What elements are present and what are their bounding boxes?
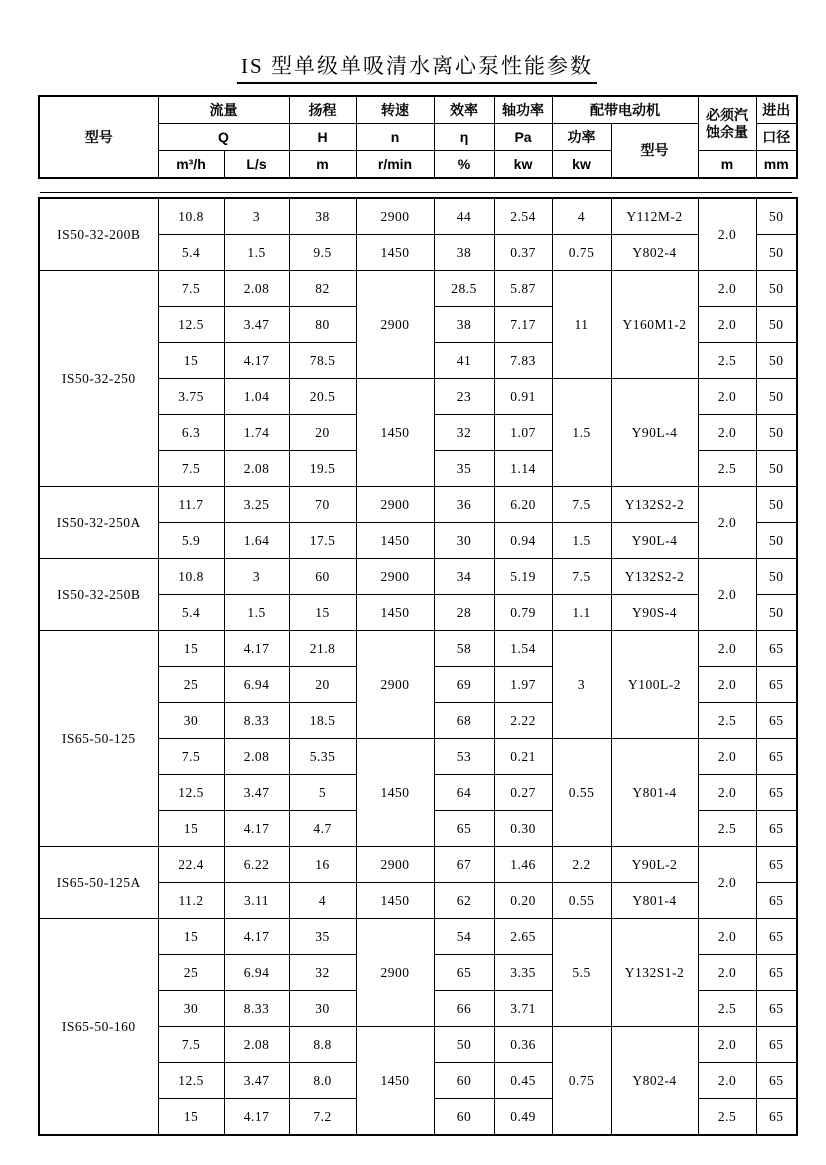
table-cell: 20 xyxy=(289,667,356,703)
table-cell: 1.14 xyxy=(494,451,552,487)
table-cell: 25 xyxy=(158,667,224,703)
table-cell: 80 xyxy=(289,307,356,343)
table-cell: 1.5 xyxy=(224,235,289,271)
table-cell: 2900 xyxy=(356,559,434,595)
header-head: 扬程 xyxy=(289,96,356,124)
table-cell: Y132S2-2 xyxy=(611,487,698,523)
table-cell: 65 xyxy=(756,1063,797,1099)
table-cell: 1450 xyxy=(356,1027,434,1136)
table-cell: 2.0 xyxy=(698,415,756,451)
table-cell: 50 xyxy=(756,379,797,415)
table-cell: 0.20 xyxy=(494,883,552,919)
table-cell: 2900 xyxy=(356,631,434,739)
table-cell: 30 xyxy=(158,991,224,1027)
table-cell: 50 xyxy=(756,343,797,379)
table-row xyxy=(39,847,797,883)
table-cell: Y801-4 xyxy=(611,883,698,919)
table-cell: 6.94 xyxy=(224,955,289,991)
page-title: IS 型单级单吸清水离心泵性能参数 xyxy=(237,50,597,84)
table-cell: 7.5 xyxy=(158,271,224,307)
table-cell: 82 xyxy=(289,271,356,307)
header-flow: 流量 xyxy=(158,96,289,124)
table-cell: 8.8 xyxy=(289,1027,356,1063)
table-cell: 3 xyxy=(224,198,289,235)
table-cell: 70 xyxy=(289,487,356,523)
table-cell: 18.5 xyxy=(289,703,356,739)
table-cell: 0.27 xyxy=(494,775,552,811)
header-table xyxy=(38,95,798,179)
table-cell: 65 xyxy=(434,811,494,847)
header-npsh xyxy=(698,96,756,151)
table-row xyxy=(39,559,797,595)
table-cell: 3 xyxy=(224,559,289,595)
pump-model-cell: IS50-32-200B xyxy=(39,198,158,271)
table-cell: 2900 xyxy=(356,271,434,379)
table-cell: 5.9 xyxy=(158,523,224,559)
table-cell: 3 xyxy=(552,631,611,739)
table-cell: 2.0 xyxy=(698,379,756,415)
table-cell: 6.20 xyxy=(494,487,552,523)
table-cell: 0.49 xyxy=(494,1099,552,1136)
table-cell: 2900 xyxy=(356,198,434,235)
table-cell: 65 xyxy=(756,631,797,667)
table-cell: 50 xyxy=(756,523,797,559)
table-cell: 4 xyxy=(289,883,356,919)
header-head-symbol: H xyxy=(289,124,356,151)
table-row xyxy=(39,271,797,307)
table-cell: 12.5 xyxy=(158,1063,224,1099)
table-cell: 65 xyxy=(756,703,797,739)
table-cell: 2900 xyxy=(356,487,434,523)
table-cell: Y802-4 xyxy=(611,1027,698,1136)
table-cell: 53 xyxy=(434,739,494,775)
table-cell: 5.4 xyxy=(158,595,224,631)
table-cell: 2.2 xyxy=(552,847,611,883)
table-cell: 3.71 xyxy=(494,991,552,1027)
table-cell: 66 xyxy=(434,991,494,1027)
table-cell: 5.87 xyxy=(494,271,552,307)
table-cell: 2.0 xyxy=(698,559,756,631)
table-cell: 6.22 xyxy=(224,847,289,883)
pump-model-cell: IS65-50-125 xyxy=(39,631,158,847)
table-cell: 11.2 xyxy=(158,883,224,919)
table-cell: 0.36 xyxy=(494,1027,552,1063)
table-cell: 0.94 xyxy=(494,523,552,559)
table-cell: 50 xyxy=(756,198,797,235)
table-cell: 11.7 xyxy=(158,487,224,523)
header-motor-model: 型号 xyxy=(611,124,698,179)
table-cell: 2900 xyxy=(356,919,434,1027)
table-cell: 50 xyxy=(756,487,797,523)
table-cell: 10.8 xyxy=(158,559,224,595)
table-cell: 50 xyxy=(756,271,797,307)
header-npsh-line2: 蚀余量 xyxy=(706,123,748,140)
table-cell: 30 xyxy=(289,991,356,1027)
table-cell: 17.5 xyxy=(289,523,356,559)
table-cell: 2.0 xyxy=(698,739,756,775)
table-cell: 50 xyxy=(756,451,797,487)
table-cell: 10.8 xyxy=(158,198,224,235)
table-cell: 15 xyxy=(158,631,224,667)
table-cell: 1.64 xyxy=(224,523,289,559)
table-cell: 36 xyxy=(434,487,494,523)
pump-model-cell: IS50-32-250B xyxy=(39,559,158,631)
table-cell: 28.5 xyxy=(434,271,494,307)
table-cell: 78.5 xyxy=(289,343,356,379)
table-cell: 1.04 xyxy=(224,379,289,415)
table-cell: Y160M1-2 xyxy=(611,271,698,379)
header-motor-power-unit: kw xyxy=(552,151,611,179)
table-cell: 28 xyxy=(434,595,494,631)
table-cell: 1.97 xyxy=(494,667,552,703)
table-cell: 11 xyxy=(552,271,611,379)
header-model: 型号 xyxy=(39,96,158,178)
table-cell: 0.37 xyxy=(494,235,552,271)
header-motor: 配带电动机 xyxy=(552,96,698,124)
table-cell: 65 xyxy=(756,991,797,1027)
header-flow-symbol: Q xyxy=(158,124,289,151)
table-cell: 0.75 xyxy=(552,235,611,271)
data-table xyxy=(38,197,798,1136)
table-cell: 15 xyxy=(158,919,224,955)
table-row xyxy=(39,198,797,235)
table-cell: 15 xyxy=(158,1099,224,1136)
table-cell: 32 xyxy=(289,955,356,991)
header-speed: 转速 xyxy=(356,96,434,124)
table-cell: 65 xyxy=(434,955,494,991)
table-cell: 4.17 xyxy=(224,1099,289,1136)
table-cell: 2.08 xyxy=(224,451,289,487)
header-inout-unit: mm xyxy=(756,151,797,179)
header-head-unit: m xyxy=(289,151,356,179)
table-cell: 6.94 xyxy=(224,667,289,703)
table-cell: 8.33 xyxy=(224,703,289,739)
table-cell: 23 xyxy=(434,379,494,415)
table-cell: 50 xyxy=(756,235,797,271)
table-cell: Y90S-4 xyxy=(611,595,698,631)
table-row xyxy=(39,631,797,667)
table-cell: 2.0 xyxy=(698,307,756,343)
table-cell: 0.45 xyxy=(494,1063,552,1099)
header-row-1 xyxy=(39,96,797,124)
table-cell: 50 xyxy=(434,1027,494,1063)
table-cell: 41 xyxy=(434,343,494,379)
table-cell: 1.74 xyxy=(224,415,289,451)
table-cell: 6.3 xyxy=(158,415,224,451)
table-cell: 2.0 xyxy=(698,955,756,991)
table-cell: 5.4 xyxy=(158,235,224,271)
table-cell: 67 xyxy=(434,847,494,883)
table-cell: 65 xyxy=(756,883,797,919)
table-cell: 65 xyxy=(756,1099,797,1136)
table-cell: 0.55 xyxy=(552,883,611,919)
table-cell: 1450 xyxy=(356,595,434,631)
table-cell: 60 xyxy=(434,1099,494,1136)
table-cell: Y801-4 xyxy=(611,739,698,847)
table-cell: 65 xyxy=(756,919,797,955)
table-cell: 2.22 xyxy=(494,703,552,739)
table-cell: 65 xyxy=(756,811,797,847)
table-cell: 1.1 xyxy=(552,595,611,631)
table-cell: 58 xyxy=(434,631,494,667)
separator-line xyxy=(40,192,792,193)
table-cell: 2.0 xyxy=(698,919,756,955)
table-cell: 30 xyxy=(434,523,494,559)
header-npsh-unit: m xyxy=(698,151,756,179)
table-cell: 68 xyxy=(434,703,494,739)
table-cell: 7.5 xyxy=(158,739,224,775)
header-flow-unit2: L/s xyxy=(224,151,289,179)
table-cell: 38 xyxy=(434,235,494,271)
table-cell: Y90L-2 xyxy=(611,847,698,883)
table-cell: 2.54 xyxy=(494,198,552,235)
table-cell: 62 xyxy=(434,883,494,919)
table-cell: 0.75 xyxy=(552,1027,611,1136)
table-cell: 1450 xyxy=(356,523,434,559)
table-cell: 65 xyxy=(756,1027,797,1063)
table-cell: 2.0 xyxy=(698,198,756,271)
table-cell: Y90L-4 xyxy=(611,523,698,559)
table-cell: 1.46 xyxy=(494,847,552,883)
table-cell: 4.17 xyxy=(224,631,289,667)
table-cell: 12.5 xyxy=(158,775,224,811)
data-table-body xyxy=(39,198,797,1135)
header-shaft-symbol: Pa xyxy=(494,124,552,151)
table-cell: 0.79 xyxy=(494,595,552,631)
table-cell: 3.47 xyxy=(224,307,289,343)
table-cell: 38 xyxy=(434,307,494,343)
table-cell: 1.5 xyxy=(224,595,289,631)
pump-model-cell: IS50-32-250A xyxy=(39,487,158,559)
table-cell: Y90L-4 xyxy=(611,379,698,487)
table-cell: 65 xyxy=(756,775,797,811)
table-cell: 1.5 xyxy=(552,379,611,487)
header-inout: 进出 xyxy=(756,96,797,124)
table-cell: 15 xyxy=(158,811,224,847)
table-cell: 22.4 xyxy=(158,847,224,883)
table-cell: 21.8 xyxy=(289,631,356,667)
table-cell: 65 xyxy=(756,739,797,775)
table-cell: 2.0 xyxy=(698,271,756,307)
table-cell: 60 xyxy=(289,559,356,595)
table-cell: Y802-4 xyxy=(611,235,698,271)
table-cell: 44 xyxy=(434,198,494,235)
table-cell: 50 xyxy=(756,415,797,451)
table-row xyxy=(39,919,797,955)
header-speed-unit: r/min xyxy=(356,151,434,179)
table-cell: 19.5 xyxy=(289,451,356,487)
table-cell: 60 xyxy=(434,1063,494,1099)
table-cell: 2.0 xyxy=(698,847,756,919)
table-cell: Y112M-2 xyxy=(611,198,698,235)
table-cell: 7.2 xyxy=(289,1099,356,1136)
table-cell: 1450 xyxy=(356,235,434,271)
header-shaft-power: 轴功率 xyxy=(494,96,552,124)
table-cell: 2.08 xyxy=(224,739,289,775)
table-cell: 2.5 xyxy=(698,991,756,1027)
table-cell: Y132S1-2 xyxy=(611,919,698,1027)
header-flow-unit1: m³/h xyxy=(158,151,224,179)
table-cell: 9.5 xyxy=(289,235,356,271)
pump-model-cell: IS65-50-125A xyxy=(39,847,158,919)
table-cell: 0.21 xyxy=(494,739,552,775)
table-cell: 1450 xyxy=(356,739,434,847)
table-cell: 35 xyxy=(289,919,356,955)
table-cell: 2.0 xyxy=(698,667,756,703)
table-cell: 3.47 xyxy=(224,1063,289,1099)
table-cell: 1450 xyxy=(356,379,434,487)
table-cell: 2.0 xyxy=(698,631,756,667)
table-cell: 5 xyxy=(289,775,356,811)
table-cell: 2.0 xyxy=(698,1063,756,1099)
table-cell: 2.5 xyxy=(698,343,756,379)
table-cell: 4.17 xyxy=(224,811,289,847)
pump-model-cell: IS50-32-250 xyxy=(39,271,158,487)
table-cell: 2.08 xyxy=(224,271,289,307)
table-cell: 2.08 xyxy=(224,1027,289,1063)
table-cell: 65 xyxy=(756,667,797,703)
table-cell: 0.55 xyxy=(552,739,611,847)
pump-model-cell: IS65-50-160 xyxy=(39,919,158,1136)
table-cell: 50 xyxy=(756,559,797,595)
header-npsh-line1: 必须汽 xyxy=(706,107,748,124)
table-cell: 30 xyxy=(158,703,224,739)
title-row xyxy=(38,50,796,84)
table-row xyxy=(39,487,797,523)
table-cell: 3.75 xyxy=(158,379,224,415)
table-cell: 2.5 xyxy=(698,811,756,847)
header-speed-symbol: n xyxy=(356,124,434,151)
table-cell: 7.5 xyxy=(552,559,611,595)
table-cell: 4.17 xyxy=(224,343,289,379)
header-efficiency-symbol: η xyxy=(434,124,494,151)
table-cell: 0.91 xyxy=(494,379,552,415)
table-cell: 0.30 xyxy=(494,811,552,847)
table-cell: 4.17 xyxy=(224,919,289,955)
table-cell: 1.54 xyxy=(494,631,552,667)
table-cell: 32 xyxy=(434,415,494,451)
header-inout-line2: 口径 xyxy=(756,124,797,151)
table-cell: 3.11 xyxy=(224,883,289,919)
table-cell: 2900 xyxy=(356,847,434,883)
table-cell: 7.5 xyxy=(158,451,224,487)
table-cell: 64 xyxy=(434,775,494,811)
table-cell: 50 xyxy=(756,595,797,631)
table-cell: 7.5 xyxy=(158,1027,224,1063)
table-cell: 3.47 xyxy=(224,775,289,811)
table-cell: 34 xyxy=(434,559,494,595)
table-cell: 4.7 xyxy=(289,811,356,847)
table-cell: 12.5 xyxy=(158,307,224,343)
table-cell: 2.0 xyxy=(698,1027,756,1063)
table-cell: 5.19 xyxy=(494,559,552,595)
table-cell: 69 xyxy=(434,667,494,703)
table-cell: 2.5 xyxy=(698,451,756,487)
table-cell: 7.83 xyxy=(494,343,552,379)
table-cell: 1.07 xyxy=(494,415,552,451)
table-cell: 8.33 xyxy=(224,991,289,1027)
header-efficiency-unit: % xyxy=(434,151,494,179)
table-cell: 5.35 xyxy=(289,739,356,775)
table-cell: 65 xyxy=(756,847,797,883)
table-cell: 2.0 xyxy=(698,775,756,811)
table-cell: 1.5 xyxy=(552,523,611,559)
table-cell: 2.5 xyxy=(698,703,756,739)
table-cell: 4 xyxy=(552,198,611,235)
table-cell: 15 xyxy=(289,595,356,631)
table-cell: Y132S2-2 xyxy=(611,559,698,595)
table-cell: 3.25 xyxy=(224,487,289,523)
table-cell: 7.17 xyxy=(494,307,552,343)
header-motor-power: 功率 xyxy=(552,124,611,151)
table-cell: 2.0 xyxy=(698,487,756,559)
header-shaft-unit: kw xyxy=(494,151,552,179)
table-cell: 20.5 xyxy=(289,379,356,415)
table-cell: 16 xyxy=(289,847,356,883)
table-cell: 2.65 xyxy=(494,919,552,955)
table-cell: 15 xyxy=(158,343,224,379)
table-cell: 54 xyxy=(434,919,494,955)
header-efficiency: 效率 xyxy=(434,96,494,124)
table-cell: 50 xyxy=(756,307,797,343)
table-cell: 1450 xyxy=(356,883,434,919)
table-cell: 20 xyxy=(289,415,356,451)
table-cell: Y100L-2 xyxy=(611,631,698,739)
table-cell: 5.5 xyxy=(552,919,611,1027)
table-cell: 3.35 xyxy=(494,955,552,991)
table-cell: 7.5 xyxy=(552,487,611,523)
table-cell: 25 xyxy=(158,955,224,991)
table-cell: 8.0 xyxy=(289,1063,356,1099)
table-cell: 2.5 xyxy=(698,1099,756,1136)
table-cell: 65 xyxy=(756,955,797,991)
table-cell: 35 xyxy=(434,451,494,487)
table-cell: 38 xyxy=(289,198,356,235)
